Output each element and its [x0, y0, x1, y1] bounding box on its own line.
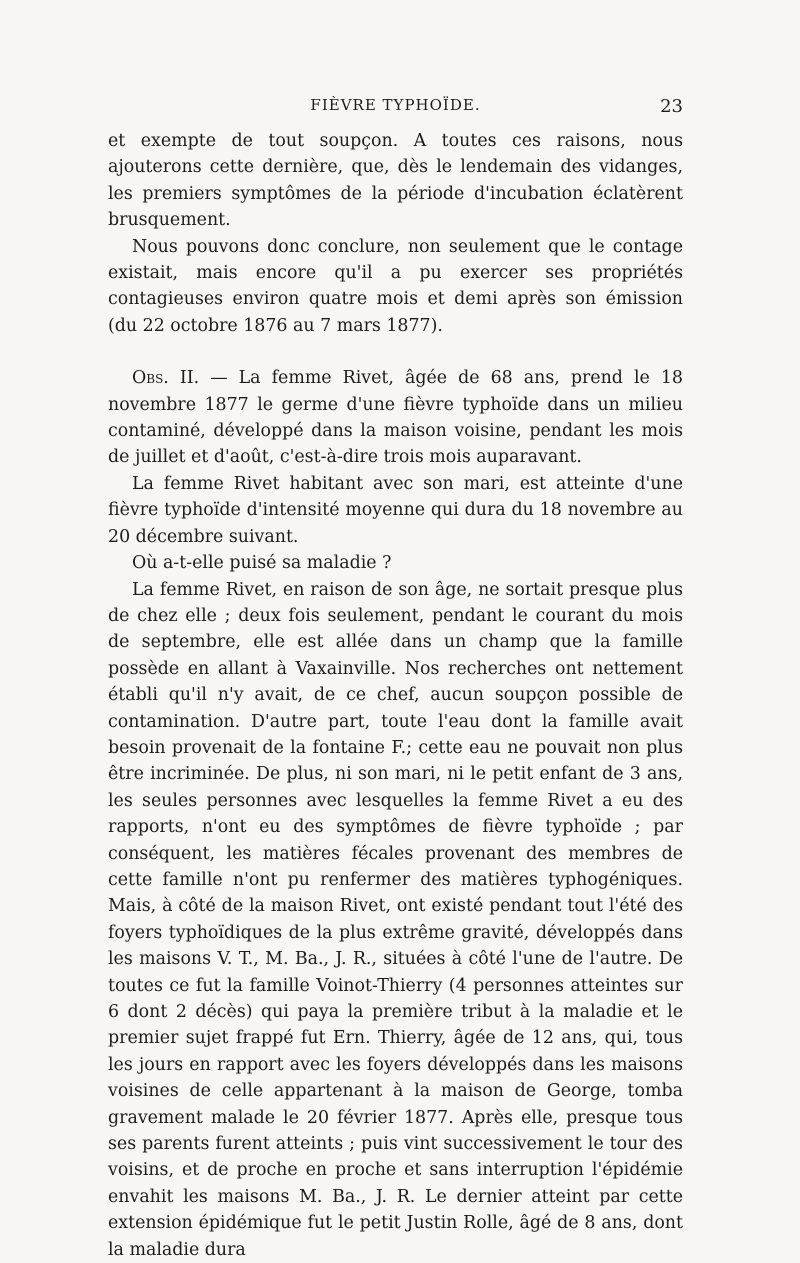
page-body	[108, 128, 683, 1263]
paragraph-text: Nous pouvons donc conclure, non seulement que le contage existait, mais encore qu'il a pu exercer ses propriétés contagieuses environ quatre mois et demi après son émission (du 22 octobre 1876 au 7 mars 1877).	[108, 237, 683, 336]
page-number: 23	[660, 96, 683, 117]
paragraph-observation	[108, 365, 683, 471]
page-header	[108, 96, 683, 126]
paragraph-conclusion	[108, 234, 683, 340]
paragraph-continuation	[108, 128, 683, 234]
paragraph-text: — La femme Rivet, âgée de 68 ans, prend le 18 novembre 1877 le germe d'une fièvre typhoïde dans un milieu contaminé, développé dans la maison voisine, pendant les mois de juillet et d'août, c'est-à-dire trois mois auparavant.	[108, 368, 683, 467]
paragraph-investigation	[108, 577, 683, 1263]
running-title: FIÈVRE TYPHOÏDE.	[108, 96, 683, 114]
paragraph-text: et exempte de tout soupçon. A toutes ces raisons, nous ajouterons cette dernière, que, dès le lendemain des vidanges, les premiers symptômes de la période d'incubation éclatèrent brusquement.	[108, 131, 683, 230]
observation-label: Obs. II.	[132, 368, 199, 388]
paragraph-text: La femme Rivet, en raison de son âge, ne sortait presque plus de chez elle ; deux fois seulement, pendant le courant du mois de septembre, elle est allée dans un champ que la famille possède en allant à Vaxainville. Nos recherches ont nettement établi qu'il n'y avait, de ce chef, aucun soupçon possible de contamination. D'autre part, toute l'eau dont la famille avait besoin provenait de la fontaine F.; cette eau ne pouvait non plus être incriminée. De plus, ni son mari, ni le petit enfant de 3 ans, les seules personnes avec lesquelles la femme Rivet a eu des rapports, n'ont eu des symptômes de fièvre typhoïde ; par conséquent, les matières fécales provenant des membres de cette famille n'ont pu renfermer des matières typhogéniques. Mais, à côté de la maison Rivet, ont existé pendant tout l'été des foyers typhoïdiques de la plus extrême gravité, développés dans les maisons V. T., M. Ba., J. R., situées à côté l'une de l'autre. De toutes ce fut la famille Voinot-Thierry (4 personnes atteintes sur 6 dont 2 décès) qui paya la première tribut à la maladie et le premier sujet frappé fut Ern. Thierry, âgée de 12 ans, qui, tous les jours en rapport avec les foyers développés dans les maisons voisines de celle appartenant à la maison de George, tomba gravement malade le 20 février 1877. Après elle, presque tous ses parents furent atteints ; puis vint successivement le tour des voisins, et de proche en proche et sans interruption l'épidémie envahit les maisons M. Ba., J. R. Le dernier atteint par cette extension épidémique fut le petit Justin Rolle, âgé de 8 ans, dont la maladie dura	[108, 580, 683, 1260]
paragraph-illness	[108, 471, 683, 550]
paragraph-question	[108, 550, 683, 576]
paragraph-text: Où a-t-elle puisé sa maladie ?	[132, 553, 391, 573]
paragraph-text: La femme Rivet habitant avec son mari, est atteinte d'une fièvre typhoïde d'intensité moyenne qui dura du 18 novembre au 20 décembre suivant.	[108, 474, 683, 547]
